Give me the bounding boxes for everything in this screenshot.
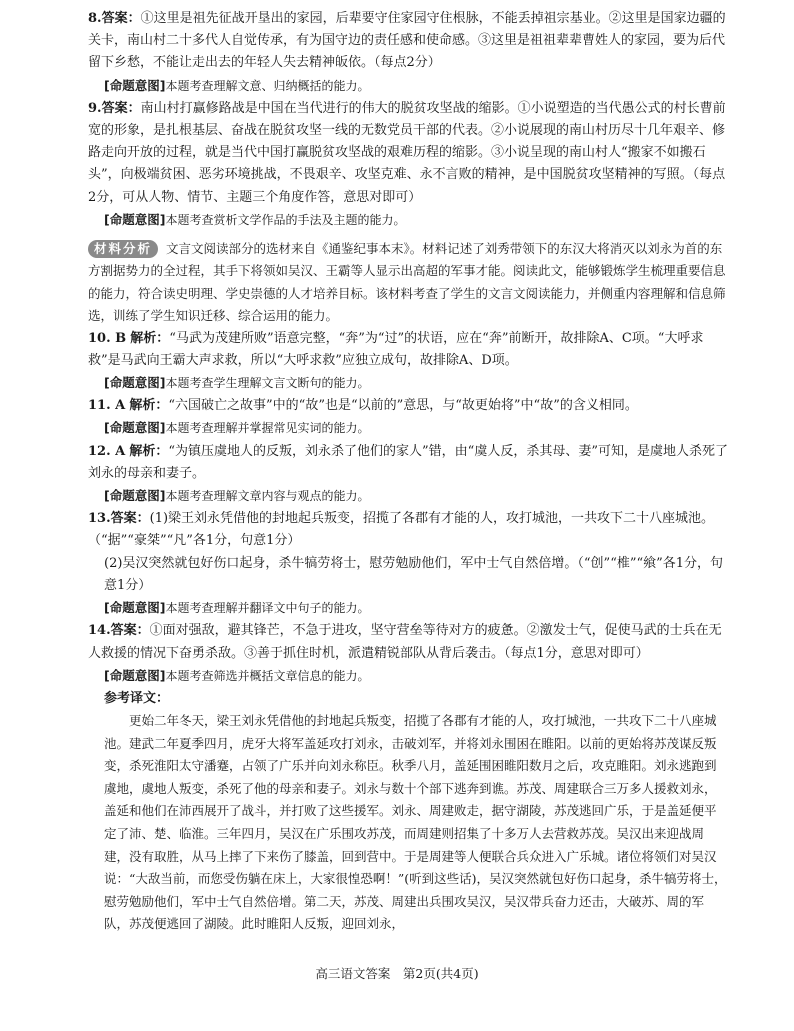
intent-text: 本题考查理解并翻译文中句子的能力。 <box>165 601 370 616</box>
intent-tag: [命题意图] <box>104 600 166 616</box>
answer-10 <box>88 328 728 396</box>
answer-text: 南山村打赢修路战是中国在当代进行的伟大的脱贫攻坚战的缩影。①小说塑造的当代愚公式的村长曹前宽的形象，是扎根基层、奋战在脱贫攻坚一线的无数党员干部的代表。②小说展现的南山村历尽十几年艰辛、修路走向开放的过程，就是当代中国打赢脱贫攻坚战的艰难历程的缩影。③小说呈现的南山村人“搬家不如搬石头”，向极端贫困、恶劣环境挑战，不畏艰辛、攻坚克难、永不言败的精神，是中国脱贫攻坚精神的写照。（每点2分，可从人物、情节、主题三个角度作答，意思对即可） <box>88 100 726 205</box>
reference-translation-text: 更始二年冬天，梁王刘永凭借他的封地起兵叛变，招揽了各郡有才能的人，攻打城池，一共攻下二十八座城池。建武二年夏季四月，虎牙大将军盖延攻打刘永，击破刘军，并将刘永围困在睢阳。以前的更始将苏茂谋反叛变，杀死淮阳太守潘蹇，占领了广乐并向刘永称臣。秋季八月，盖延围困睢阳数月之后，攻克睢阳。刘永逃跑到虞地，虞地人叛变，杀死了他的母亲和妻子。刘永与数十个部下逃奔到谯。苏茂、周建联合三万多人援救刘永，盖延和他们在沛西展开了战斗，并打败了这些援军。刘永、周建败走，据守湖陵，苏茂逃回广乐，于是盖延便平定了沛、楚、临淮。三年四月，吴汉在广乐围攻苏茂，而周建则招集了十多万人去营救苏茂。吴汉出来迎战周建，没有取胜，从马上摔了下来伤了膝盖，回到营中。于是周建等人便联合兵众进入广乐城。诸位将领们对吴汉说：“大敌当前，而您受伤躺在床上，大家很惶恐啊！”(听到这些话)，吴汉突然就包好伤口起身，杀牛犒劳将士，慰劳勉励他们，军中士气自然倍增。第二天，苏茂、周建出兵围攻吴汉，吴汉带兵奋力还击，大破苏、周的军队，苏茂便逃回了湖陵。此时睢阳人反叛，迎回刘永， <box>104 713 727 932</box>
answer-label: 答案： <box>101 11 141 26</box>
intent-text: 本题考查学生理解文言文断句的能力。 <box>165 376 370 391</box>
intent-tag: [命题意图] <box>104 420 166 436</box>
intent-line <box>88 209 728 232</box>
answer-label: 答案： <box>101 100 141 116</box>
page-footer: 高三语文答案 第2页(共4页) <box>315 966 479 981</box>
answer-13 <box>88 508 728 620</box>
intent-tag: [命题意图] <box>104 77 166 93</box>
answer-9 <box>88 98 728 232</box>
answer-14 <box>88 620 728 688</box>
answer-8 <box>88 8 728 98</box>
answer-text: “六国破亡之故事”中的“故”也是“以前的”意思，与“故更始将”中“故”的含义相同。 <box>168 398 638 414</box>
intent-text: 本题考查理解文章内容与观点的能力。 <box>165 489 370 504</box>
intent-text: 本题考查赏析文学作品的手法及主题的能力。 <box>165 212 406 227</box>
intent-text: 本题考查筛选并概括文章信息的能力。 <box>165 668 370 683</box>
question-number: 9. <box>88 100 102 116</box>
intent-line <box>88 417 728 440</box>
material-analysis-text: 文言文阅读部分的选材来自《通鉴纪事本末》。材料记述了刘秀带领下的东汉大将消灭以刘永为首的东方割据势力的全过程，其手下将领如吴汉、王霸等人显示出高超的军事才能。阅读此文，能够锻炼学生梳理重要信息的能力，符合读史明理、学史崇德的人才培养目标。该材料考查了学生的文言文阅读能力，并侧重内容理解和信息筛选，训练了学生知识迁移、综合运用的能力。 <box>88 241 726 324</box>
reference-translation-title: 参考译文： <box>104 690 170 706</box>
question-number: 14. <box>88 623 111 639</box>
answer-text-2: (2)吴汉突然就包好伤口起身，杀牛犒劳将士，慰劳勉励他们，军中士气自然倍增。（“创”“椎”“飨”各1分，句意1分） <box>104 555 724 593</box>
intent-line <box>88 372 728 395</box>
intent-line <box>88 597 728 620</box>
analysis-label: 解析： <box>130 330 170 346</box>
question-number: 8. <box>88 11 102 26</box>
analysis-label: 解析： <box>129 398 169 414</box>
intent-text: 本题考查理解并掌握常见实词的能力。 <box>165 421 370 436</box>
intent-tag: [命题意图] <box>104 375 166 391</box>
answer-text: “马武为茂建所败”语意完整，“奔”为“过”的状语，应在“奔”前断开，故排除A、C项。“大呼求救”是马武向王霸大声求救，所以“大呼求救”应独立成句，故排除A、D项。 <box>88 330 704 368</box>
material-analysis-badge: 材料分析 <box>88 240 158 258</box>
intent-line <box>88 665 728 688</box>
analysis-label: 解析： <box>129 443 169 459</box>
question-number: 13. <box>88 511 111 527</box>
question-number: 12. A <box>88 443 126 459</box>
intent-line <box>88 75 728 98</box>
intent-text: 本题考查理解文意、归纳概括的能力。 <box>165 78 370 93</box>
answer-content <box>88 8 728 936</box>
answer-text: ①面对强敌，避其锋芒，不急于进攻，坚守营垒等待对方的疲惫。②激发士气，促使马武的士兵在无人救援的情况下奋勇杀敌。③善于抓住时机，派遣精锐部队从背后袭击。（每点1分，意思对即可） <box>88 623 722 661</box>
answer-text: ①这里是祖先征战开垦出的家园，后辈要守住家园守住根脉，不能丢掉祖宗基业。②这里是国家边疆的关卡，南山村二十多代人自觉传承，有为国守边的责任感和使命感。③这里是祖祖辈辈曹姓人的家园，要为后代留下乡愁，不能让走出去的年轻人失去精神皈依。（每点2分） <box>88 11 726 71</box>
question-number: 10. B <box>88 330 127 346</box>
intent-tag: [命题意图] <box>104 211 166 227</box>
answer-12 <box>88 441 728 509</box>
answer-label: 答案： <box>110 623 150 639</box>
question-number: 11. A <box>88 398 126 414</box>
intent-tag: [命题意图] <box>104 488 166 504</box>
answer-label: 答案： <box>110 511 150 527</box>
intent-tag: [命题意图] <box>104 667 166 683</box>
intent-line <box>88 485 728 508</box>
answer-text: “为镇压虞地人的反叛，刘永杀了他们的家人”错，由“虞人反，杀其母、妻”可知，是虞地人杀死了刘永的母亲和妻子。 <box>88 443 728 481</box>
answer-text-1: (1)梁王刘永凭借他的封地起兵叛变，招揽了各郡有才能的人，攻打城池，一共攻下二十八座城池。（“据”“豪桀”“凡”各1分，句意1分） <box>88 511 715 549</box>
material-analysis <box>88 238 728 328</box>
answer-11 <box>88 395 728 440</box>
